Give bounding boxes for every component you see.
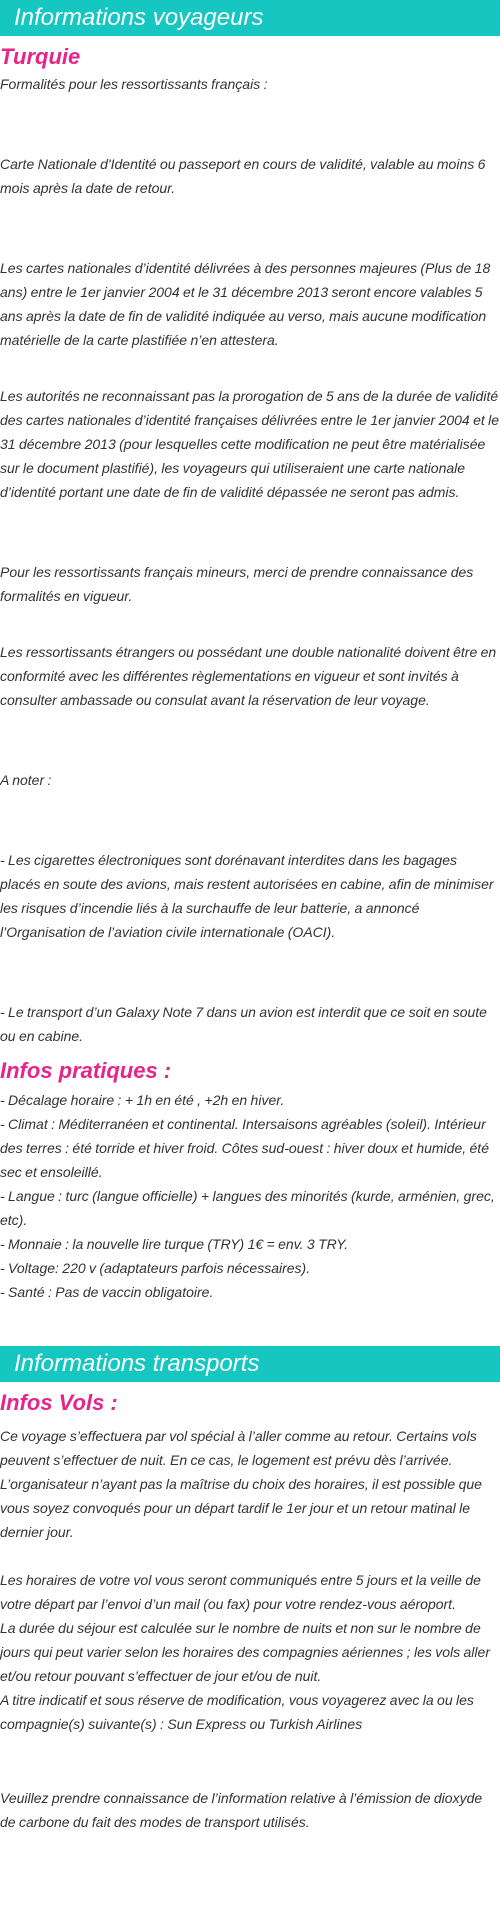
informations-voyageurs-banner: Informations voyageurs xyxy=(0,0,500,36)
infos-pratiques-heading: Infos pratiques : xyxy=(0,1058,172,1083)
etrangers-paragraph: Les ressortissants étrangers ou possédant une double nationalité doivent être en conformité avec les différentes règlementations en vigueur et sont invités à consulter ambassade ou consulat avant la réservation de leur voyage. xyxy=(0,644,497,708)
informations-transports-banner: Informations transports xyxy=(0,1346,500,1382)
galaxy-note-paragraph: - Le transport d’un Galaxy Note 7 dans un avion est interdit que ce soit en soute ou en cabine. xyxy=(0,1004,487,1044)
langue-item: - Langue : turc (langue officielle) + langues des minorités (kurde, arménien, grec, etc). xyxy=(0,1188,495,1228)
sante-item: - Santé : Pas de vaccin obligatoire. xyxy=(0,1284,214,1300)
duree-sejour-paragraph: La durée du séjour est calculée sur le nombre de nuits et non sur le nombre de jours qui peut varier selon les horaires des compagnies aériennes ; les vols aller et/ou retour pouvant s’effectuer de jour et/ou de nuit. xyxy=(0,1620,490,1684)
section-informations-transports xyxy=(0,1346,500,1834)
co2-paragraph: Veuillez prendre connaissance de l’information relative à l’émission de dioxyde de carbone du fait des modes de transport utilisés. xyxy=(0,1790,483,1830)
section-infos-pratiques xyxy=(0,1056,500,1304)
carte-identite-paragraph: Carte Nationale d'Identité ou passeport en cours de validité, valable au moins 6 mois après la date de retour. xyxy=(0,156,486,196)
compagnies-paragraph: A titre indicatif et sous réserve de modification, vous voyagerez avec la ou les compagnie(s) suivante(s) : Sun Express ou Turkish Airlines xyxy=(0,1692,474,1732)
country-heading: Turquie xyxy=(0,44,81,69)
cartes-majeurs-paragraph: Les cartes nationales d’identité délivrées à des personnes majeures (Plus de 18 ans) entre le 1er janvier 2004 et le 31 décembre 2013 seront encore valables 5 ans après la date de fin de validité indiquée au verso, mais aucune modification matérielle de la carte plastifiée n’en attestera. xyxy=(0,260,491,348)
cigarettes-paragraph: - Les cigarettes électroniques sont dorénavant interdites dans les bagages placés en soute des avions, mais restent autorisées en cabine, afin de minimiser les risques d’incendie liés à la surchauffe de leur batterie, a annoncé l’Organisation de l’aviation civile internationale (OACI). xyxy=(0,852,494,940)
horaires-paragraph: Les horaires de votre vol vous seront communiqués entre 5 jours et la veille de votre départ par l’envoi d’un mail (ou fax) pour votre rendez-vous aéroport. xyxy=(0,1572,481,1612)
formalites-intro: Formalités pour les ressortissants français : xyxy=(0,76,268,92)
climat-item: - Climat : Méditerranéen et continental. Intersaisons agréables (soleil). Intérieur des terres : été torride et hiver froid. Côtes sud-ouest : hiver doux et humide, été sec et ensoleillé. xyxy=(0,1116,489,1180)
vol-special-paragraph: Ce voyage s’effectuera par vol spécial à l’aller comme au retour. Certains vols peuvent s’effectuer de nuit. En ce cas, le logement est prévu dès l’arrivée. L’organisateur n’ayant pas la maîtrise du choix des horaires, il est possible que vous soyez convoqués pour un départ tardif le 1er jour et un retour matinal le dernier jour. xyxy=(0,1428,482,1540)
autorites-paragraph: Les autorités ne reconnaissant pas la prorogation de 5 ans de la durée de validité des cartes nationales d’identité françaises délivrées entre le 1er janvier 2004 et le 31 décembre 2013 (pour lesquelles cette modification ne peut être matérialisée sur le document plastifié), les voyageurs qui utiliseraient une carte nationale d’identité portant une date de fin de validité dépassée ne seront pas admis. xyxy=(0,388,500,500)
decalage-horaire-item: - Décalage horaire : + 1h en été , +2h en hiver. xyxy=(0,1092,285,1108)
mineurs-paragraph: Pour les ressortissants français mineurs, merci de prendre connaissance des formalités en vigueur. xyxy=(0,564,474,604)
a-noter-label: A noter : xyxy=(0,772,52,788)
infos-pratiques-list xyxy=(0,1088,500,1304)
infos-vols-heading: Infos Vols : xyxy=(0,1390,118,1415)
monnaie-item: - Monnaie : la nouvelle lire turque (TRY) 1€ = env. 3 TRY. xyxy=(0,1236,349,1252)
voltage-item: - Voltage: 220 v (adaptateurs parfois nécessaires). xyxy=(0,1260,311,1276)
